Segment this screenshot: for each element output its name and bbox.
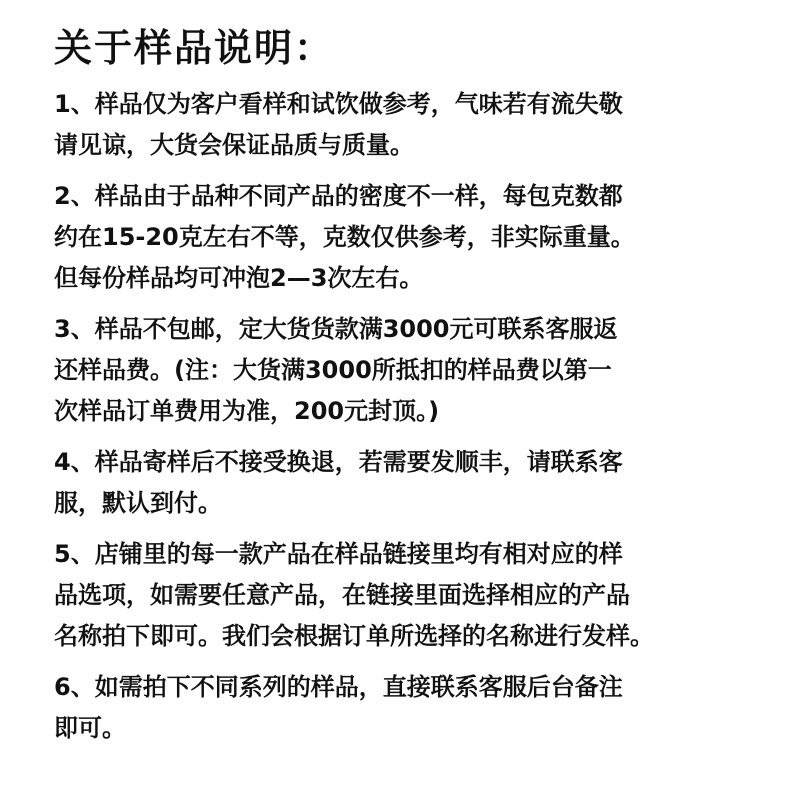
note-5-line-3: 名称拍下即可。我们会根据订单所选择的名称进行发样。 [54,622,654,650]
note-2-line-3: 但每份样品均可冲泡2—3次左右。 [54,264,424,292]
note-1-line-2: 请见谅，大货会保证品质与质量。 [54,131,414,159]
page-title: 关于样品说明： [54,26,335,70]
note-3-line-3: 次样品订单费用为准，200元封顶。) [54,397,440,425]
note-5-line-1: 5、店铺里的每一款产品在样品链接里均有相对应的样 [54,540,623,568]
note-6 [54,667,754,749]
note-6-line-1: 6、如需拍下不同系列的样品，直接联系客服后台备注 [54,673,623,701]
note-1-line-1: 1、样品仅为客户看样和试饮做参考，气味若有流失敬 [54,90,623,118]
note-1 [54,84,754,166]
note-2-line-2: 约在15-20克左右不等，克数仅供参考，非实际重量。 [54,223,635,251]
note-3-line-2: 还样品费。(注：大货满3000所抵扣的样品费以第一 [54,356,612,384]
notes-list [54,84,754,749]
note-2 [54,176,754,299]
note-4-line-2: 服，默认到付。 [54,489,222,517]
note-5 [54,534,754,657]
note-spacer [54,166,754,176]
note-spacer [54,657,754,667]
note-3 [54,309,754,432]
note-5-line-2: 品选项，如需要任意产品，在链接里面选择相应的产品 [54,581,630,609]
note-spacer [54,524,754,534]
note-3-line-1: 3、样品不包邮，定大货货款满3000元可联系客服返 [54,315,618,343]
note-4 [54,442,754,524]
note-spacer [54,299,754,309]
note-spacer [54,432,754,442]
note-6-line-2: 即可。 [54,714,126,742]
note-2-line-1: 2、样品由于品种不同产品的密度不一样，每包克数都 [54,182,623,210]
note-4-line-1: 4、样品寄样后不接受换退，若需要发顺丰，请联系客 [54,448,623,476]
